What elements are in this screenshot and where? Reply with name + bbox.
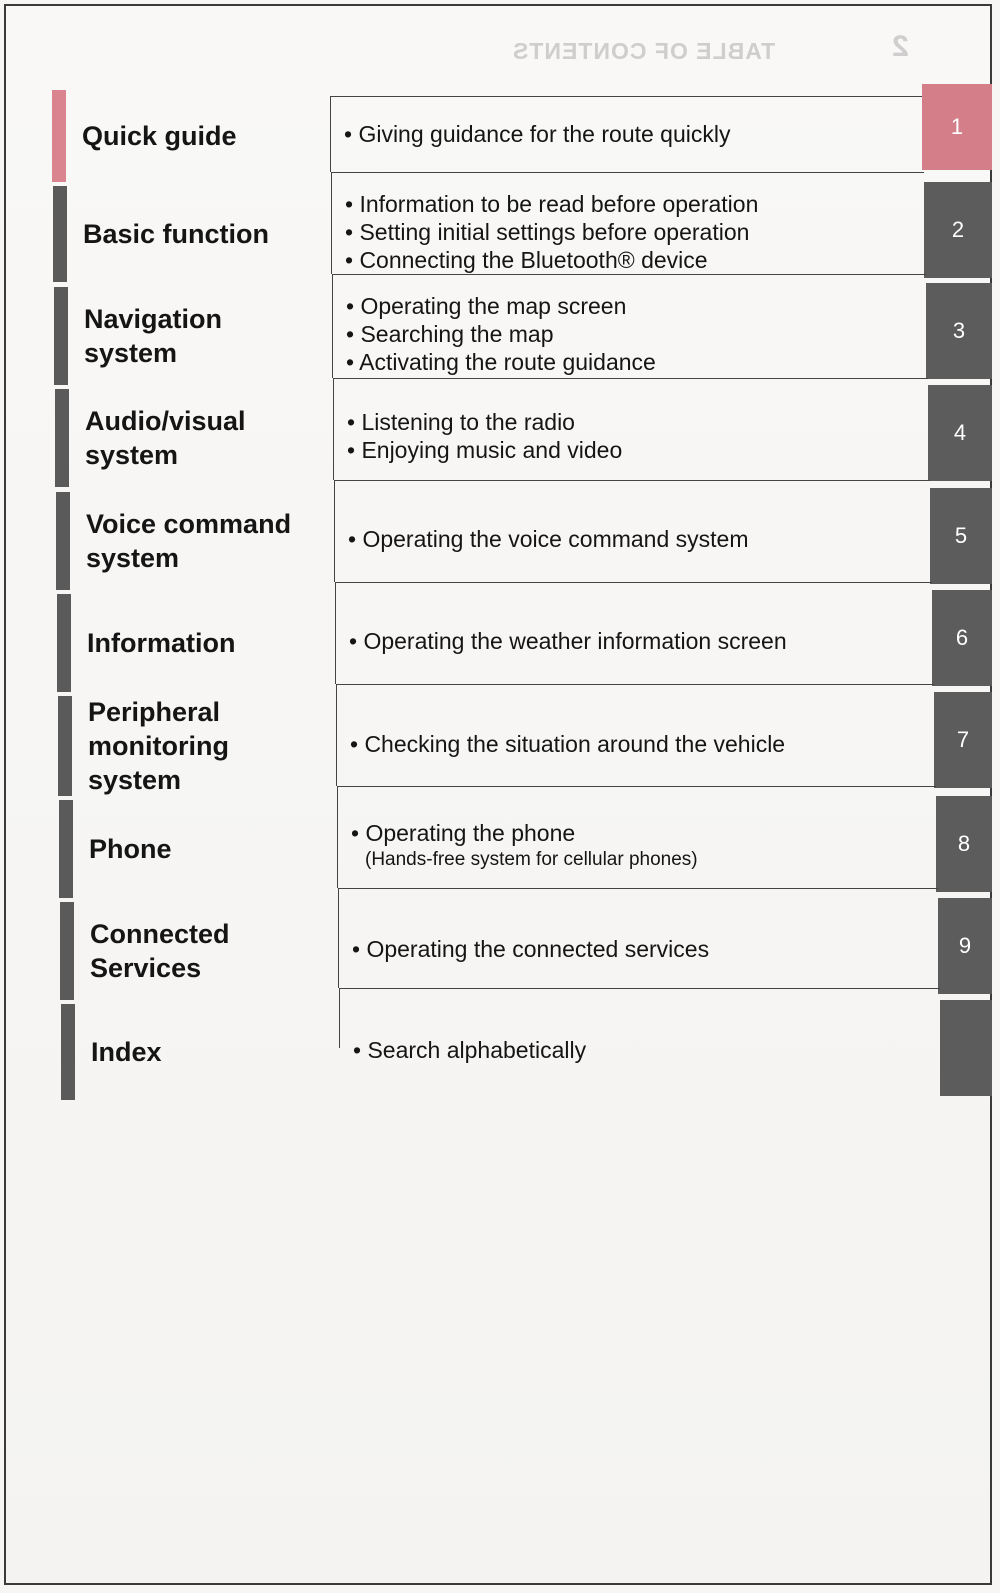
bullet-item: • Listening to the radio [347,409,575,435]
section-bar [56,492,70,590]
bullet-item: • Operating the voice command system [348,526,749,552]
section-tab[interactable] [922,84,992,170]
section-bullets [346,292,656,376]
section-title[interactable]: Connected Services [90,919,230,983]
tab-number: 1 [950,114,964,139]
tab-number: 2 [951,217,965,242]
tab-number: 6 [955,625,969,650]
ghost-header-page-number: 2 [892,30,909,63]
section-bullets [344,120,731,148]
bullet-item: • Activating the route guidance [346,349,656,375]
section-bar [54,287,68,385]
bullet-item: • Checking the situation around the vehicle [350,731,786,757]
section-title[interactable]: Peripheral monitoring system [88,697,229,795]
section-bar [57,594,71,692]
ghost-header-title: TABLE OF CONTENTS [512,38,776,64]
section-bullets [347,408,622,464]
bullet-item: • Giving guidance for the route quickly [344,121,731,147]
section-bar [53,186,67,282]
section-bullets [353,1036,586,1064]
section-bullets [348,525,749,553]
section-title[interactable]: Quick guide [82,121,237,151]
bullet-item: • Search alphabetically [353,1037,587,1063]
section-bar [59,800,73,898]
section-bar [61,1004,75,1100]
section-bullets [345,190,758,274]
section-bar [60,902,74,1000]
section-title[interactable]: Navigation system [84,304,223,368]
section-title[interactable]: Basic function [83,219,270,249]
bullet-item: • Operating the weather information screen [349,628,787,654]
section-tab[interactable] [934,692,992,788]
bullet-note: (Hands-free system for cellular phones) [365,849,698,870]
tab-number: 7 [956,727,970,752]
section-bar [58,696,72,796]
section-tab[interactable] [936,796,992,892]
bullet-item: • Setting initial settings before operation [345,219,750,245]
section-tab[interactable] [926,283,992,379]
section-tab[interactable] [924,182,992,278]
section-tab[interactable] [940,1000,992,1096]
bullet-item: • Connecting the Bluetooth® device [345,247,708,273]
section-tab[interactable] [932,590,992,686]
section-title[interactable]: Information [87,628,236,658]
section-title[interactable]: Voice command system [86,509,292,573]
bullet-item: • Enjoying music and video [347,437,623,463]
tab-number: 4 [953,420,967,445]
section-bullets [349,627,787,655]
section-title[interactable]: Audio/visual system [85,406,246,470]
section-bullets [352,935,709,963]
bullet-item: • Operating the map screen [346,293,627,319]
section-tab[interactable] [930,488,992,584]
section-title[interactable]: Phone [89,834,172,864]
tab-number: 8 [957,831,971,856]
bullet-item: • Operating the phone [351,820,576,846]
tab-number: 3 [952,318,966,343]
bullet-item: • Operating the connected services [352,936,710,962]
bullet-item: • Searching the map [346,321,554,347]
tab-number: 5 [954,523,968,548]
bullet-item: • Information to be read before operation [345,191,759,217]
section-bar [52,90,66,182]
section-tab[interactable] [938,898,992,994]
section-tab[interactable] [928,385,992,481]
tab-number: 9 [958,933,972,958]
section-bullets [351,819,698,873]
section-bullets [350,730,785,758]
section-bar [55,389,69,487]
section-title[interactable]: Index [91,1037,162,1067]
